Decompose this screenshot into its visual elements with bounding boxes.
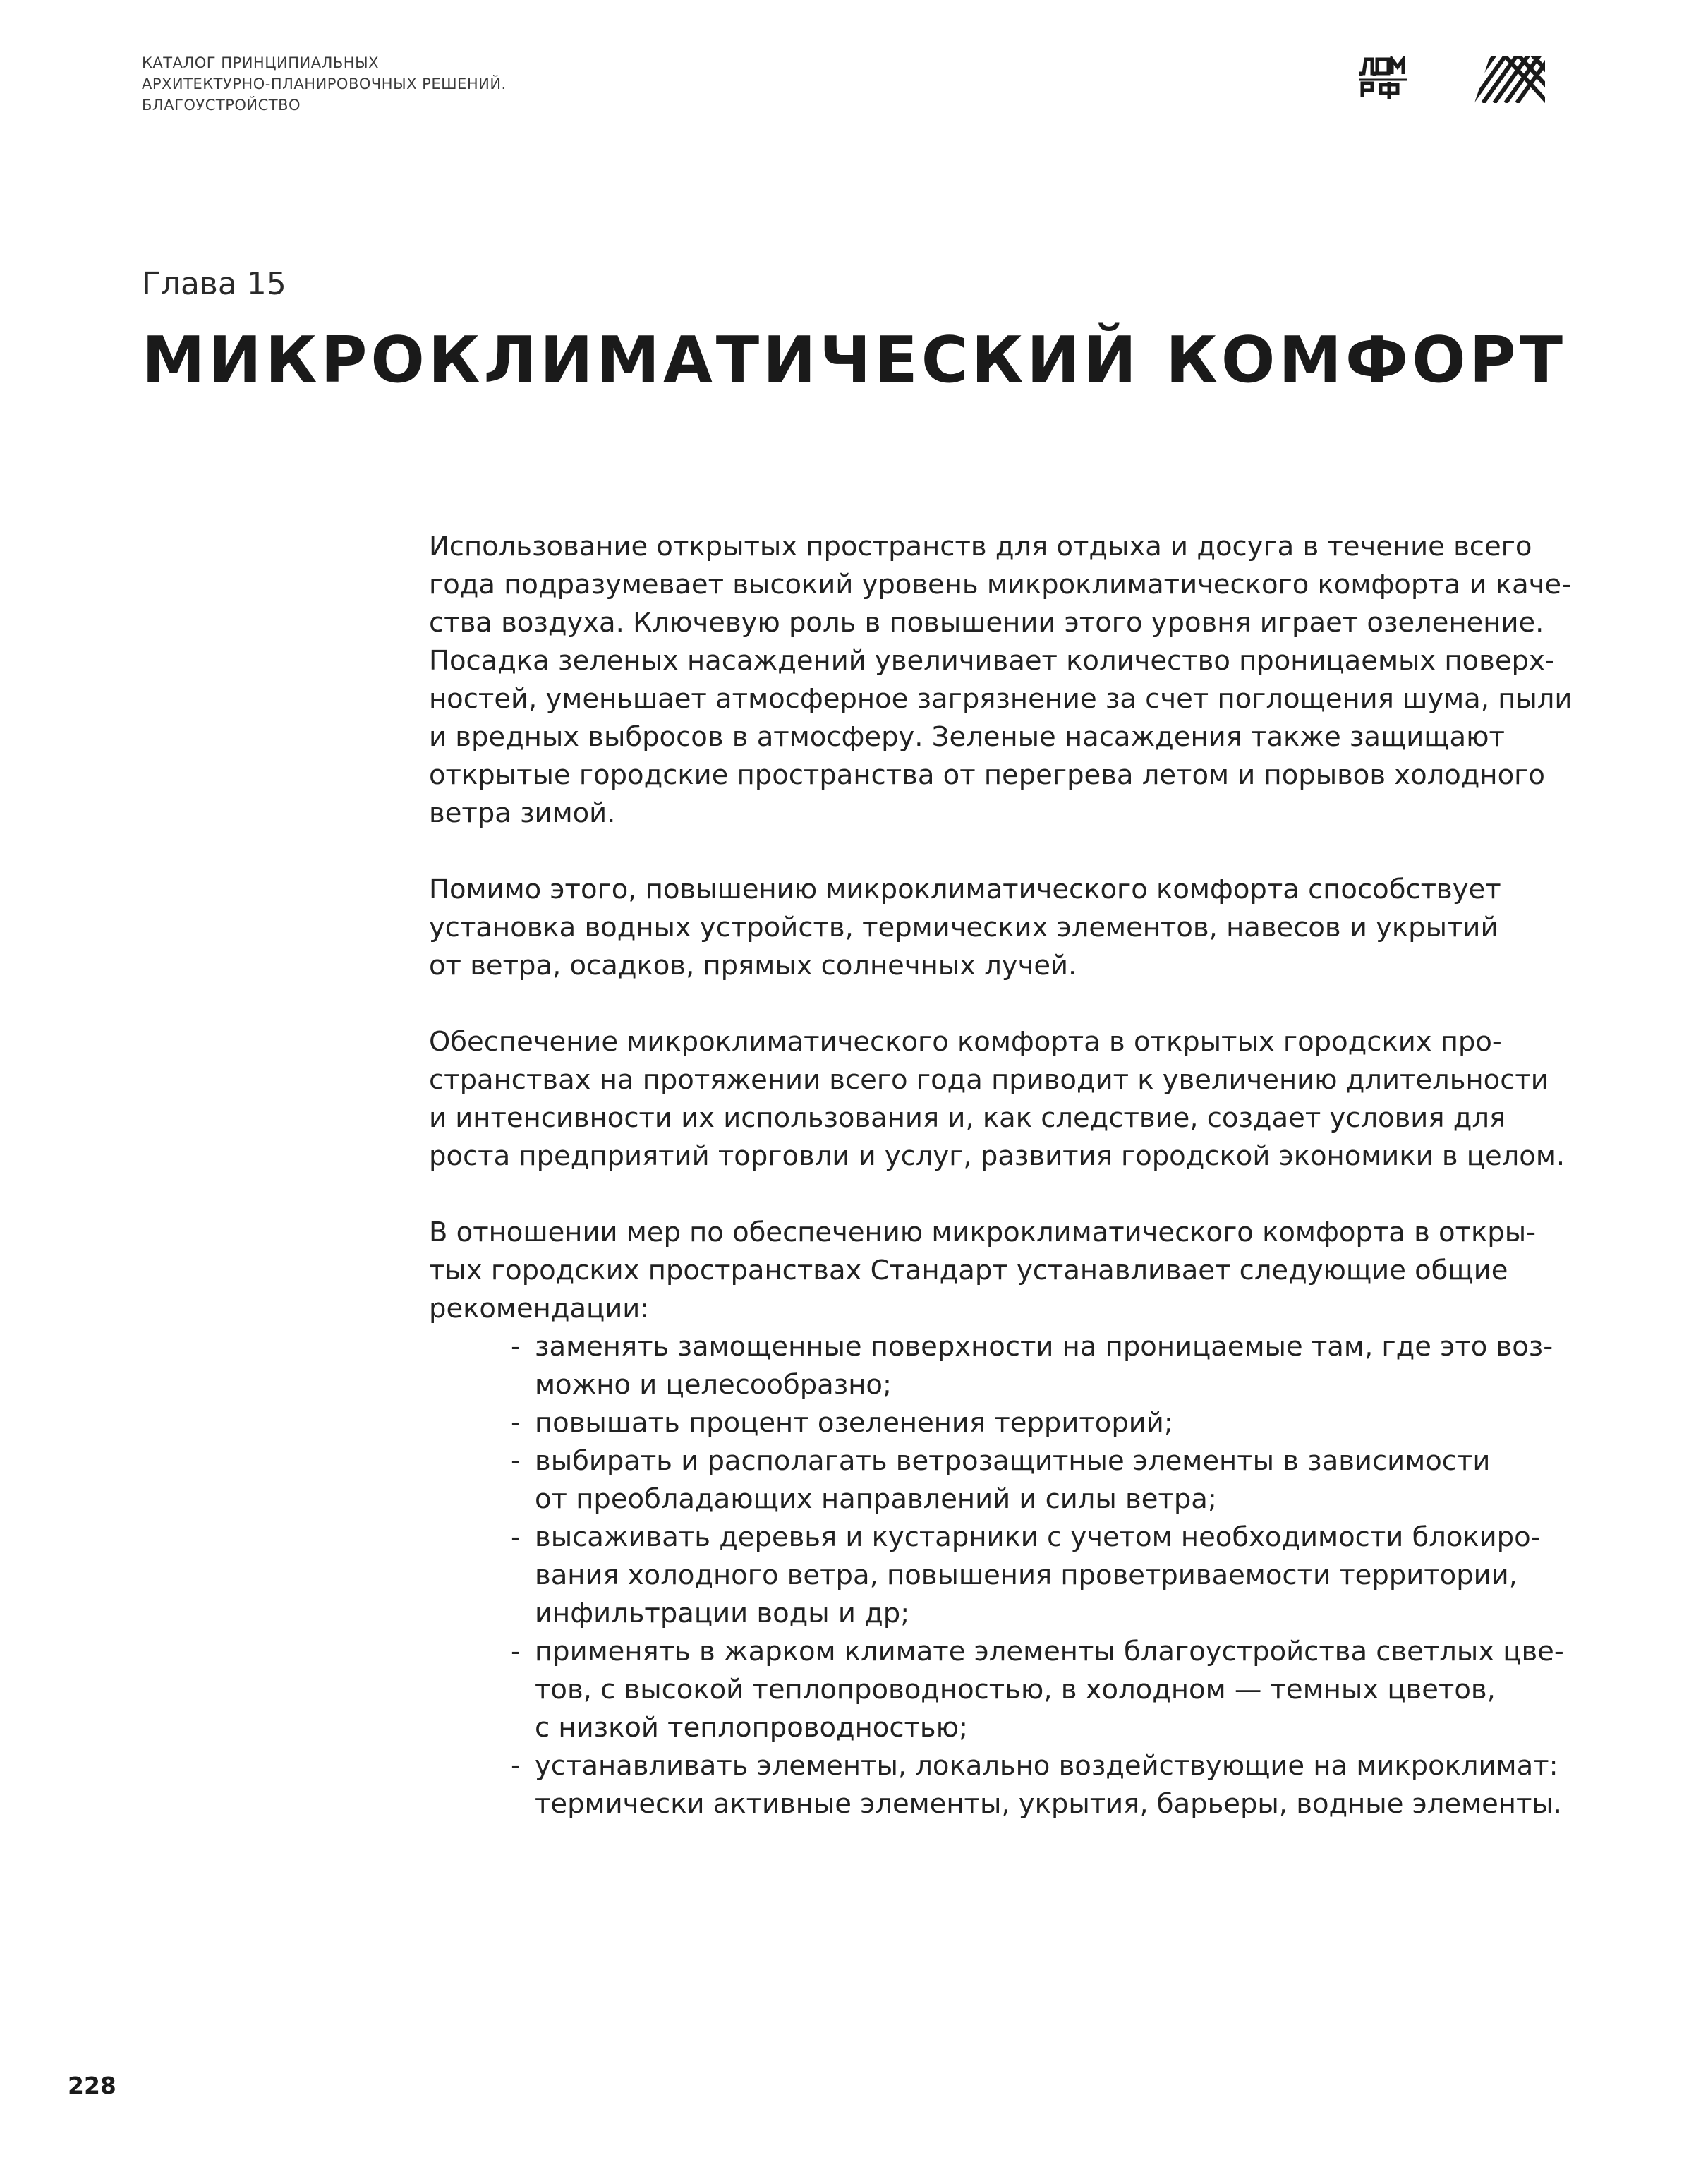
text-line: установка водных устройств, термических элементов, навесов и укрытий [429,912,1498,943]
paragraph-2 [429,871,1537,985]
chapter-label: Глава 15 [142,266,286,302]
catalog-header-line-1: КАТАЛОГ ПРИНЦИПИАЛЬНЫХ [142,54,380,71]
paragraph-1 [429,528,1573,833]
text-line: применять в жарком климате элементы благоустройства светлых цве- [535,1636,1564,1667]
list-item [429,1747,1563,1823]
paragraph-4 [429,1214,1537,1328]
text-line: вания холодного ветра, повышения проветриваемости территории, [535,1559,1518,1591]
dash-marker: - [511,1445,521,1477]
page-number: 228 [68,2072,116,2099]
dash-marker: - [511,1331,521,1363]
text-line: ностей, уменьшает атмосферное загрязнение за счет поглощения шума, пыли [429,683,1573,715]
text-line: Обеспечение микроклиматического комфорта в открытых городских про- [429,1026,1502,1058]
text-line: от преобладающих направлений и силы ветра; [535,1483,1217,1515]
text-line: инфильтрации воды и др; [535,1598,910,1629]
dash-marker: - [511,1521,521,1553]
text-line: можно и целесообразно; [535,1369,892,1401]
recommendations-list [429,1328,1564,1823]
text-line: Использование открытых пространств для отдыха и досуга в течение всего [429,531,1532,562]
text-line: заменять замощенные поверхности на проницаемые там, где это воз- [535,1331,1553,1363]
text-line: термически активные элементы, укрытия, барьеры, водные элементы. [535,1788,1563,1820]
catalog-header-line-3: БЛАГОУСТРОЙСТВО [142,97,301,114]
text-line: В отношении мер по обеспечению микроклиматического комфорта в откры- [429,1217,1537,1248]
text-line: Помимо этого, повышению микроклиматического комфорта способствует [429,874,1501,905]
text-line: тов, с высокой теплопроводностью, в холодном — темных цветов, [535,1674,1496,1706]
text-line: устанавливать элементы, локально воздействующие на микроклимат: [535,1750,1558,1782]
text-line: высаживать деревья и кустарники с учетом необходимости блокиро- [535,1521,1541,1553]
text-line: рекомендации: [429,1293,650,1324]
text-line: ства воздуха. Ключевую роль в повышении этого уровня играет озеленение. [429,607,1544,639]
text-line: и вредных выбросов в атмосферу. Зеленые насаждения также защищают [429,721,1505,753]
diagonal-pattern-logo [1474,56,1545,103]
text-line: с низкой теплопроводностью; [535,1712,969,1744]
catalog-header-line-2: АРХИТЕКТУРНО-ПЛАНИРОВОЧНЫХ РЕШЕНИЙ. [142,76,507,92]
text-line: выбирать и располагать ветрозащитные элементы в зависимости [535,1445,1491,1477]
body-text [429,528,1573,1823]
list-item [429,1442,1537,1519]
text-line: странствах на протяжении всего года приводит к увеличению длительности [429,1064,1549,1096]
list-item [429,1519,1541,1633]
text-line: тых городских пространствах Стандарт устанавливает следующие общие [429,1255,1508,1286]
list-item [429,1404,1537,1442]
dash-marker: - [511,1750,521,1782]
catalog-header [142,52,507,116]
list-item [429,1633,1564,1747]
dash-marker: - [511,1407,521,1439]
text-line: Посадка зеленых насаждений увеличивает количество проницаемых поверх- [429,645,1555,677]
text-line: ветра зимой. [429,797,616,829]
text-line: открытые городские пространства от перегрева летом и порывов холодного [429,759,1545,791]
text-line: и интенсивности их использования и, как следствие, создает условия для [429,1102,1506,1134]
text-line: от ветра, осадков, прямых солнечных лучей. [429,950,1077,982]
dash-marker: - [511,1636,521,1667]
text-line: роста предприятий торговли и услуг, развития городской экономики в целом. [429,1140,1565,1172]
list-item [429,1328,1553,1404]
page-title: МИКРОКЛИМАТИЧЕСКИЙ КОМФОРТ [142,323,1567,397]
text-line: года подразумевает высокий уровень микроклиматического комфорта и каче- [429,569,1571,600]
dom-rf-logo [1358,56,1409,100]
text-line: повышать процент озеленения территорий; [535,1407,1173,1439]
paragraph-3 [429,1023,1565,1176]
